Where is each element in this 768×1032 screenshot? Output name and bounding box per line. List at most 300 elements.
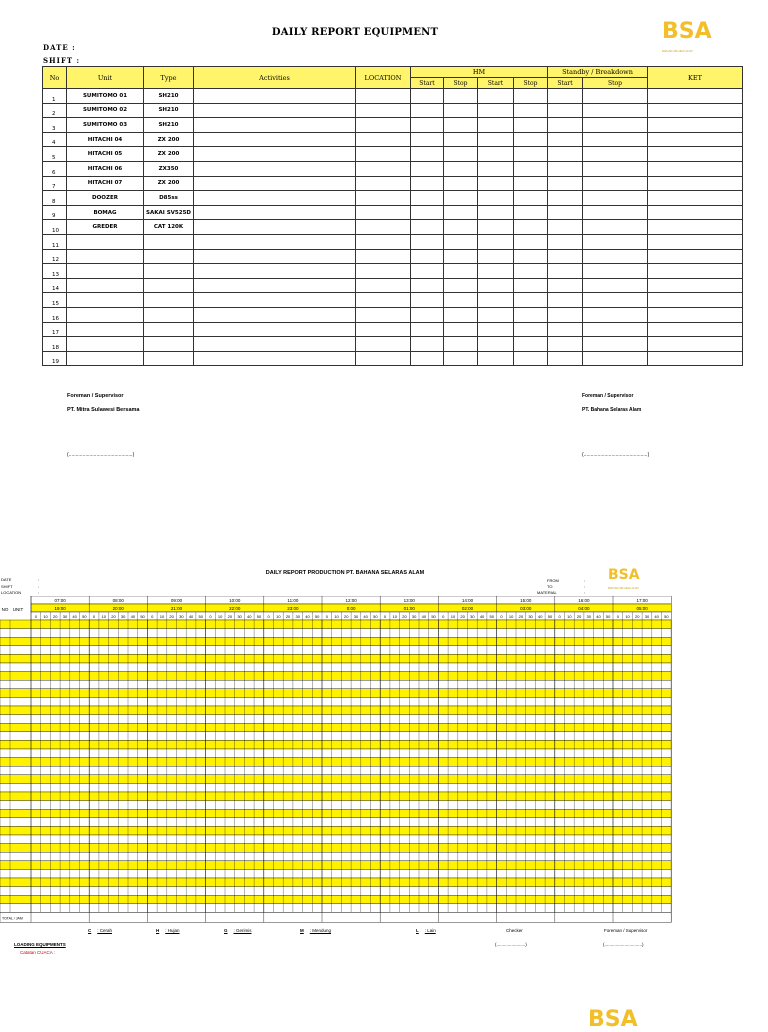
- minute-label: 0: [442, 614, 445, 619]
- cell-hm-start-1[interactable]: [411, 337, 444, 352]
- row-type: [144, 264, 194, 279]
- cell-ket[interactable]: [648, 132, 743, 147]
- cell-hm-start-2[interactable]: [478, 205, 514, 220]
- cell-standby-stop[interactable]: [583, 337, 648, 352]
- cell-hm-start-2[interactable]: [478, 234, 514, 249]
- cell-hm-stop-1[interactable]: [444, 103, 478, 118]
- cell-standby-stop[interactable]: [583, 89, 648, 104]
- cell-hm-stop-2[interactable]: [514, 337, 548, 352]
- cell-activities[interactable]: [194, 205, 356, 220]
- minute-label: 0: [500, 614, 503, 619]
- cell-hm-start-1[interactable]: [411, 307, 444, 322]
- cell-standby-start[interactable]: [548, 307, 583, 322]
- cell-hm-stop-1[interactable]: [444, 205, 478, 220]
- cell-hm-start-2[interactable]: [478, 337, 514, 352]
- cell-hm-start-1[interactable]: [411, 234, 444, 249]
- legend-code: L: [416, 928, 419, 933]
- minute-label: 50: [198, 614, 203, 619]
- loading-equipments-label: LOADING EQUIPMENTS: [14, 942, 66, 947]
- row-no: 15: [43, 293, 67, 308]
- cell-standby-stop[interactable]: [583, 307, 648, 322]
- sign-left-role: Foreman / Supervisor: [67, 393, 124, 399]
- cell-activities[interactable]: [194, 220, 356, 235]
- minute-label: 0: [558, 614, 561, 619]
- header-activities: Activities: [194, 67, 356, 89]
- cell-standby-start[interactable]: [548, 249, 583, 264]
- cell-location[interactable]: [356, 351, 411, 366]
- cell-hm-start-1[interactable]: [411, 191, 444, 206]
- cell-standby-stop[interactable]: [583, 147, 648, 162]
- cell-standby-stop[interactable]: [583, 264, 648, 279]
- cell-standby-start[interactable]: [548, 278, 583, 293]
- grid-row: [0, 887, 671, 896]
- header-no: No: [43, 67, 67, 89]
- cell-hm-stop-2[interactable]: [514, 264, 548, 279]
- row-unit: SUMITOMO 01: [67, 89, 144, 104]
- row-type: ZX350: [144, 161, 194, 176]
- minute-label: 0: [267, 614, 270, 619]
- row-type: [144, 307, 194, 322]
- cell-hm-stop-1[interactable]: [444, 337, 478, 352]
- grid-row: [0, 706, 671, 715]
- cell-hm-stop-2[interactable]: [514, 191, 548, 206]
- minute-label: 50: [605, 614, 611, 619]
- cell-standby-stop[interactable]: [583, 161, 648, 176]
- cell-ket[interactable]: [648, 249, 743, 264]
- cell-standby-stop[interactable]: [583, 278, 648, 293]
- logo-subtitle: BAHANA SELARAS ALAM: [662, 50, 693, 53]
- cell-hm-start-1[interactable]: [411, 103, 444, 118]
- cell-hm-start-2[interactable]: [478, 293, 514, 308]
- cell-standby-start[interactable]: [548, 191, 583, 206]
- cell-activities[interactable]: [194, 161, 356, 176]
- cell-activities[interactable]: [194, 118, 356, 133]
- cell-hm-stop-1[interactable]: [444, 249, 478, 264]
- hour-day-label: 10:00: [229, 598, 241, 603]
- cell-location[interactable]: [356, 293, 411, 308]
- minute-label: 20: [635, 614, 640, 619]
- row-unit: [67, 278, 144, 293]
- minute-label: 40: [654, 614, 659, 619]
- cell-ket[interactable]: [648, 337, 743, 352]
- minute-label: 50: [373, 614, 378, 619]
- cell-ket[interactable]: [648, 307, 743, 322]
- header-hm-stop-1: Stop: [444, 78, 478, 89]
- cell-location[interactable]: [356, 249, 411, 264]
- hour-day-label: 13:00: [403, 598, 415, 603]
- cell-standby-stop[interactable]: [583, 205, 648, 220]
- minute-label: 0: [151, 614, 154, 619]
- grid-row: [0, 826, 671, 835]
- cell-hm-start-2[interactable]: [478, 147, 514, 162]
- cell-standby-stop[interactable]: [583, 118, 648, 133]
- minute-label: 30: [644, 614, 650, 619]
- cell-activities[interactable]: [194, 278, 356, 293]
- minute-label: 50: [256, 614, 262, 619]
- cell-standby-start[interactable]: [548, 161, 583, 176]
- no-label: NO: [1, 607, 9, 612]
- cell-hm-start-1[interactable]: [411, 176, 444, 191]
- cell-activities[interactable]: [194, 234, 356, 249]
- cell-hm-stop-2[interactable]: [514, 205, 548, 220]
- minute-label: 0: [616, 614, 619, 619]
- cell-activities[interactable]: [194, 132, 356, 147]
- minute-label: 20: [576, 614, 582, 619]
- cell-hm-start-1[interactable]: [411, 249, 444, 264]
- cell-standby-start[interactable]: [548, 351, 583, 366]
- row-type: [144, 337, 194, 352]
- row-unit: HITACHI 07: [67, 176, 144, 191]
- cell-hm-stop-1[interactable]: [444, 264, 478, 279]
- cell-hm-stop-2[interactable]: [514, 147, 548, 162]
- cell-hm-start-1[interactable]: [411, 147, 444, 162]
- cell-hm-start-1[interactable]: [411, 264, 444, 279]
- cell-hm-stop-1[interactable]: [444, 161, 478, 176]
- legend-text: : Hujan: [165, 928, 180, 933]
- cell-standby-stop[interactable]: [583, 234, 648, 249]
- cell-ket[interactable]: [648, 161, 743, 176]
- cell-standby-stop[interactable]: [583, 220, 648, 235]
- row-type: [144, 322, 194, 337]
- grid-row: [0, 818, 671, 827]
- cell-hm-stop-2[interactable]: [514, 322, 548, 337]
- cell-ket[interactable]: [648, 264, 743, 279]
- cell-standby-start[interactable]: [548, 234, 583, 249]
- minute-label: 30: [62, 614, 68, 619]
- table-row: [43, 89, 743, 104]
- cell-hm-stop-1[interactable]: [444, 307, 478, 322]
- grid-row: [0, 629, 671, 638]
- cell-hm-stop-1[interactable]: [444, 176, 478, 191]
- cell-hm-start-2[interactable]: [478, 191, 514, 206]
- minute-label: 20: [169, 614, 174, 619]
- minute-label: 0: [92, 614, 96, 619]
- bsa-logo-2: [608, 569, 640, 595]
- row-type: SH210: [144, 118, 194, 133]
- row-unit: [67, 264, 144, 279]
- table-row: [43, 278, 743, 293]
- minute-label: 20: [460, 614, 465, 619]
- cell-hm-stop-2[interactable]: [514, 351, 548, 366]
- minute-label: 50: [314, 614, 320, 619]
- cell-hm-stop-1[interactable]: [444, 293, 478, 308]
- cell-hm-stop-2[interactable]: [514, 234, 548, 249]
- row-unit: DOOZER: [67, 191, 144, 206]
- cell-standby-start[interactable]: [548, 147, 583, 162]
- minute-label: 50: [489, 614, 494, 619]
- cell-location[interactable]: [356, 337, 411, 352]
- prod-foreman-line: (..............................): [603, 942, 644, 947]
- row-type: D85ss: [144, 191, 194, 206]
- cell-ket[interactable]: [648, 118, 743, 133]
- minute-label: 30: [411, 614, 417, 619]
- row-no: 2: [43, 103, 67, 118]
- cell-ket[interactable]: [648, 89, 743, 104]
- cell-standby-start[interactable]: [548, 118, 583, 133]
- prod-from-colon: :: [584, 578, 586, 583]
- grid-row: [0, 861, 671, 870]
- cell-ket[interactable]: [648, 147, 743, 162]
- grid-row: [0, 775, 671, 784]
- cell-location[interactable]: [356, 176, 411, 191]
- cell-standby-start[interactable]: [548, 205, 583, 220]
- header-standby-start: Start: [548, 78, 583, 89]
- cell-hm-stop-2[interactable]: [514, 103, 548, 118]
- legend-item: [300, 928, 331, 933]
- cell-hm-start-2[interactable]: [478, 176, 514, 191]
- cell-ket[interactable]: [648, 322, 743, 337]
- cell-activities[interactable]: [194, 293, 356, 308]
- minute-label: 0: [34, 614, 37, 619]
- total-row: [0, 912, 671, 922]
- cell-hm-start-2[interactable]: [478, 132, 514, 147]
- cell-location[interactable]: [356, 89, 411, 104]
- equipment-table: [42, 66, 743, 366]
- cell-hm-start-1[interactable]: [411, 322, 444, 337]
- cell-hm-stop-2[interactable]: [514, 278, 548, 293]
- cell-standby-stop[interactable]: [583, 176, 648, 191]
- cell-hm-start-2[interactable]: [478, 351, 514, 366]
- table-row: [43, 293, 743, 308]
- cell-location[interactable]: [356, 307, 411, 322]
- cell-location[interactable]: [356, 118, 411, 133]
- cell-hm-stop-1[interactable]: [444, 132, 478, 147]
- grid-row: [0, 895, 671, 904]
- cell-hm-stop-2[interactable]: [514, 249, 548, 264]
- cell-ket[interactable]: [648, 293, 743, 308]
- cell-hm-start-2[interactable]: [478, 89, 514, 104]
- grid-row: [0, 844, 671, 853]
- cell-hm-stop-2[interactable]: [514, 89, 548, 104]
- cell-location[interactable]: [356, 220, 411, 235]
- row-unit: BOMAG: [67, 205, 144, 220]
- cell-hm-stop-2[interactable]: [514, 307, 548, 322]
- cell-hm-stop-1[interactable]: [444, 118, 478, 133]
- minute-label: 30: [295, 614, 300, 619]
- cell-hm-start-2[interactable]: [478, 103, 514, 118]
- cell-activities[interactable]: [194, 176, 356, 191]
- grid-row: [0, 715, 671, 724]
- minute-label: 20: [227, 614, 233, 619]
- cell-hm-start-1[interactable]: [411, 205, 444, 220]
- cell-standby-start[interactable]: [548, 132, 583, 147]
- cell-hm-start-2[interactable]: [478, 278, 514, 293]
- prod-foreman-label: Foreman / Supervisor: [604, 928, 648, 933]
- header-hm-start-1: Start: [411, 78, 444, 89]
- minute-label: 30: [528, 614, 533, 619]
- cell-standby-start[interactable]: [548, 89, 583, 104]
- grid-row: [0, 835, 671, 844]
- cell-standby-stop[interactable]: [583, 249, 648, 264]
- shift-label: SHIFT :: [43, 56, 81, 65]
- legend-item: [156, 928, 180, 933]
- grid-row: [0, 723, 671, 732]
- cell-hm-start-2[interactable]: [478, 161, 514, 176]
- hour-night-label: 22:00: [229, 606, 241, 611]
- minute-label: 50: [431, 614, 436, 619]
- row-unit: [67, 322, 144, 337]
- cell-location[interactable]: [356, 147, 411, 162]
- cell-standby-stop[interactable]: [583, 293, 648, 308]
- row-no: 16: [43, 307, 67, 322]
- cell-hm-start-1[interactable]: [411, 89, 444, 104]
- legend-code: G: [224, 928, 228, 933]
- cell-hm-stop-2[interactable]: [514, 132, 548, 147]
- cell-hm-start-1[interactable]: [411, 293, 444, 308]
- cell-location[interactable]: [356, 322, 411, 337]
- cell-hm-stop-1[interactable]: [444, 278, 478, 293]
- legend-text: : Mendung: [309, 928, 332, 933]
- minute-label: 20: [53, 614, 58, 619]
- cell-hm-stop-2[interactable]: [514, 161, 548, 176]
- legend-text: : Cerah: [97, 928, 113, 933]
- minute-label: 0: [209, 614, 212, 619]
- cell-standby-stop[interactable]: [583, 132, 648, 147]
- cell-hm-stop-2[interactable]: [514, 118, 548, 133]
- cell-standby-stop[interactable]: [583, 322, 648, 337]
- cell-ket[interactable]: [648, 205, 743, 220]
- row-type: ZX 200: [144, 176, 194, 191]
- total-label: TOTAL / JAM: [2, 916, 23, 921]
- checker-line: (.......................): [495, 942, 527, 947]
- cell-location[interactable]: [356, 205, 411, 220]
- cell-standby-start[interactable]: [548, 322, 583, 337]
- minute-label: 40: [479, 614, 485, 619]
- row-unit: SUMITOMO 02: [67, 103, 144, 118]
- minute-label: 30: [470, 614, 475, 619]
- cell-location[interactable]: [356, 264, 411, 279]
- row-unit: [67, 293, 144, 308]
- cell-standby-start[interactable]: [548, 293, 583, 308]
- cell-activities[interactable]: [194, 191, 356, 206]
- hour-night-label: 23:00: [287, 606, 299, 611]
- cell-location[interactable]: [356, 191, 411, 206]
- cell-location[interactable]: [356, 278, 411, 293]
- cell-hm-stop-1[interactable]: [444, 351, 478, 366]
- cell-standby-start[interactable]: [548, 220, 583, 235]
- grid-row: [0, 749, 671, 758]
- table-row: [43, 264, 743, 279]
- cell-standby-start[interactable]: [548, 176, 583, 191]
- grid-row: [0, 783, 671, 792]
- cell-hm-start-2[interactable]: [478, 322, 514, 337]
- header-standby-stop: Stop: [583, 78, 648, 89]
- cell-hm-stop-1[interactable]: [444, 234, 478, 249]
- weather-note-label: Catatan CUACA :: [20, 950, 56, 955]
- cell-ket[interactable]: [648, 191, 743, 206]
- hour-day-label: 11:00: [287, 598, 299, 603]
- cell-location[interactable]: [356, 103, 411, 118]
- cell-hm-stop-1[interactable]: [444, 147, 478, 162]
- cell-standby-start[interactable]: [548, 264, 583, 279]
- cell-activities[interactable]: [194, 89, 356, 104]
- cell-ket[interactable]: [648, 220, 743, 235]
- cell-hm-stop-2[interactable]: [514, 293, 548, 308]
- cell-hm-start-2[interactable]: [478, 118, 514, 133]
- cell-location[interactable]: [356, 234, 411, 249]
- cell-standby-stop[interactable]: [583, 351, 648, 366]
- cell-hm-start-2[interactable]: [478, 220, 514, 235]
- bsa-logo-3: [588, 1007, 638, 1032]
- grid-row: [0, 878, 671, 887]
- prod-location-label: LOCATION: [1, 590, 22, 595]
- minute-label: 20: [402, 614, 407, 619]
- row-no: 18: [43, 337, 67, 352]
- cell-ket[interactable]: [648, 234, 743, 249]
- cell-ket[interactable]: [648, 103, 743, 118]
- cell-hm-stop-1[interactable]: [444, 89, 478, 104]
- cell-hm-start-1[interactable]: [411, 132, 444, 147]
- hour-day-label: 08:00: [112, 598, 124, 603]
- unit-label: UNIT: [12, 607, 24, 612]
- cell-hm-start-1[interactable]: [411, 278, 444, 293]
- cell-hm-stop-1[interactable]: [444, 220, 478, 235]
- row-no: 5: [43, 147, 67, 162]
- cell-ket[interactable]: [648, 176, 743, 191]
- cell-hm-start-2[interactable]: [478, 249, 514, 264]
- cell-activities[interactable]: [194, 337, 356, 352]
- hour-night-label: 04:00: [578, 606, 590, 611]
- cell-location[interactable]: [356, 132, 411, 147]
- cell-standby-start[interactable]: [548, 103, 583, 118]
- logo-text: BSA: [662, 19, 712, 44]
- cell-activities[interactable]: [194, 249, 356, 264]
- cell-activities[interactable]: [194, 103, 356, 118]
- prod-shift-colon: :: [38, 584, 40, 589]
- minute-label: 10: [276, 614, 281, 619]
- header-hm-stop-2: Stop: [514, 78, 548, 89]
- cell-standby-start[interactable]: [548, 337, 583, 352]
- cell-hm-start-1[interactable]: [411, 118, 444, 133]
- cell-hm-start-1[interactable]: [411, 220, 444, 235]
- cell-ket[interactable]: [648, 278, 743, 293]
- cell-ket[interactable]: [648, 351, 743, 366]
- cell-activities[interactable]: [194, 147, 356, 162]
- row-no: 11: [43, 234, 67, 249]
- cell-hm-start-2[interactable]: [478, 307, 514, 322]
- cell-activities[interactable]: [194, 351, 356, 366]
- table-row: [43, 118, 743, 133]
- row-unit: SUMITOMO 03: [67, 118, 144, 133]
- row-no: 19: [43, 351, 67, 366]
- minute-label: 40: [247, 614, 252, 619]
- hour-day-label: 15:00: [520, 598, 532, 603]
- cell-hm-stop-2[interactable]: [514, 176, 548, 191]
- cell-hm-stop-1[interactable]: [444, 191, 478, 206]
- cell-hm-start-1[interactable]: [411, 351, 444, 366]
- hour-day-label: 17:00: [636, 598, 648, 603]
- cell-hm-stop-2[interactable]: [514, 220, 548, 235]
- minute-label: 30: [179, 614, 184, 619]
- cell-activities[interactable]: [194, 264, 356, 279]
- legend-item: [224, 928, 252, 933]
- cell-activities[interactable]: [194, 322, 356, 337]
- grid-row: [0, 766, 671, 775]
- cell-hm-stop-1[interactable]: [444, 322, 478, 337]
- minute-label: 0: [383, 614, 387, 619]
- grid-row: [0, 680, 671, 689]
- row-no: 7: [43, 176, 67, 191]
- minute-label: 30: [237, 614, 242, 619]
- cell-hm-start-1[interactable]: [411, 161, 444, 176]
- cell-standby-stop[interactable]: [583, 103, 648, 118]
- cell-activities[interactable]: [194, 307, 356, 322]
- cell-standby-stop[interactable]: [583, 191, 648, 206]
- cell-hm-start-2[interactable]: [478, 264, 514, 279]
- cell-location[interactable]: [356, 161, 411, 176]
- row-unit: HITACHI 05: [67, 147, 144, 162]
- minute-label: 20: [285, 614, 291, 619]
